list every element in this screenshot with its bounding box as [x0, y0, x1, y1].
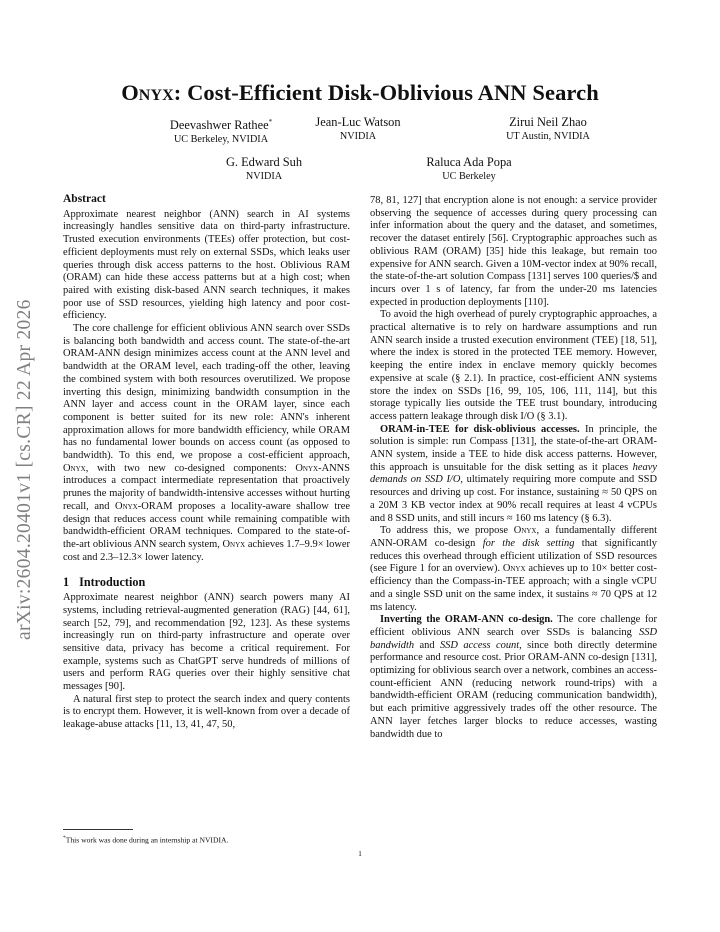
author-footnote-mark: *	[268, 118, 273, 126]
left-column	[63, 193, 350, 732]
abstract-heading: Abstract	[63, 193, 106, 205]
footnote-text: This work was done during an internship at NVIDIA.	[65, 835, 229, 845]
section-title: Introduction	[79, 575, 146, 590]
arxiv-identifier: arXiv:2604.20401v1 [cs.CR] 22 Apr 2026	[14, 299, 35, 640]
footnote	[63, 834, 228, 845]
author-affiliation: NVIDIA	[245, 171, 283, 182]
author-3	[438, 115, 658, 143]
author-4	[154, 155, 374, 183]
right-paragraph-2: To avoid the high overhead of purely cryptographic approaches, a practical alternative is to rely on hardware assumptions and run ANN search inside a trusted execution environment (TEE) [18, 51], where the index is stored in the protected TEE memory. However, keeping the entire index in enclave memory quickly becomes expensive at scale (§ 2.1). In practice, cost-efficient ANN systems store the index on SSDs [16, 99, 105, 106, 111, 114], but this storage typically lies outside the TEE trust boundary, introducing access pattern leakage through disk I/O (§ 3.1).	[370, 309, 657, 422]
author-5	[359, 155, 579, 183]
intro-paragraph-2: A natural first step to protect the search index and query contents is to encrypt them. However, it is well-known from over a decade of leakage-abuse attacks [11, 13, 41, 47, 50,	[63, 693, 350, 731]
right-paragraph-1: 78, 81, 127] that encryption alone is not enough: a service provider observing the sequence of accesses during query processing can infer information about the query and the dataset, and sometimes, recover the dataset entirely [56]. Cryptographic approaches such as oblivious RAM (ORAM) [35] hide this leakage, but remain too expensive for ANN search. Given a 10M-vector index at 90% recall, the state-of-the-art solution Compass [131] serves 100 queries/$ and incurs over 1 s of latency, far from the under-20 ms latencies expected in production deployments [110].	[370, 195, 657, 308]
author-2	[248, 115, 468, 143]
author-name: Deevashwer Rathee	[169, 118, 269, 133]
abstract-paragraph-1: Approximate nearest neighbor (ANN) search in AI systems increasingly handles sensitive data on third-party infrastructure. Trusted execution environments (TEEs) offer protection, but cost-efficient deployments must rely on external SSDs, which leaks user queries through disk access patterns to the host. Oblivious RAM (ORAM) can hide these access patterns but at a high cost; when paired with existing disk-based ANN search techniques, it makes poor use of SSD resources, yielding high latency and poor cost-efficiency.	[63, 208, 350, 322]
paper-title	[0, 80, 720, 106]
author-name: Raluca Ada Popa	[426, 155, 512, 169]
right-paragraph-3: ORAM-in-TEE for disk-oblivious accesses. In principle, the solution is simple: run Compass [131], the state-of-the-art ORAM-ANN system, inside a TEE to hide disk access patterns. However, this approach is unsuitable for the disk setting as it places heavy demands on SSD I/O, ultimately requiring more compute and SSD resources and driving up cost. For instance, sustaining ≈ 50 QPS on a 20M 3 KB vector index at 90% recall requires at least 4 vCPUs and 8 SSD units, and still incurs ≈ 160 ms latency (§ 6.3).	[370, 423, 657, 524]
system-name: Onyx	[121, 80, 174, 105]
introduction-heading	[63, 576, 350, 589]
author-name: Jean-Luc Watson	[315, 115, 401, 129]
footnote-mark: *	[63, 835, 66, 841]
page-number: 1	[358, 849, 362, 858]
title-text: : Cost-Efficient Disk-Oblivious ANN Search	[173, 80, 599, 105]
abstract-paragraph-2: The core challenge for efficient oblivious ANN search over SSDs is balancing both bandwidth and access count. The state-of-the-art ORAM-ANN design minimizes access count at the ANN level and bandwidth at the ORAM level, each trading-off the other, leaving the combined system with both resources overutilized. We propose inverting this design, minimizing bandwidth consumption in the ANN layer and access count in the ORAM layer, since each component is better suited for its new role: ANN's inherent approximation allows for more bandwidth efficiency, while ORAM has no fundamental lower bounds on access count (as opposed to bandwidth). To this end, we propose a cost-efficient approach, Onyx, with two new co-designed components: Onyx-ANNS introduces a compact intermediate representation that proactively prunes the majority of bandwidth-intensive accesses without hurting recall, and Onyx-ORAM proposes a locality-aware shallow tree design that reduces access count while remaining compatible with bandwidth-efficient ORAM techniques. Compared to the state-of-the-art oblivious ANN search system, Onyx achieves 1.7–9.9× lower cost and 2.3–12.3× lower latency.	[63, 323, 350, 563]
author-affiliation: NVIDIA	[339, 131, 377, 142]
right-paragraph-5: Inverting the ORAM-ANN co-design. The core challenge for efficient oblivious ANN search over SSDs is balancing SSD bandwidth and SSD access count, since both directly determine performance and resource cost. Prior ORAM-ANN co-design [131], optimizing for oblivious search over a network, combines an access-count-efficient ANN (reducing network round-trips) with a bandwidth-efficient ORAM (reducing communication bandwidth), but each primitive aggressively trades off the other resource. The ANN layer fetches larger blocks to reduce accesses, wasting bandwidth due to	[370, 614, 657, 740]
author-affiliation: UT Austin, NVIDIA	[506, 131, 590, 142]
author-affiliation: UC Berkeley	[442, 171, 496, 182]
section-number: 1	[63, 575, 70, 590]
footnote-divider	[63, 829, 133, 830]
author-name: Zirui Neil Zhao	[509, 115, 587, 129]
author-name: G. Edward Suh	[225, 155, 303, 169]
right-column	[370, 195, 657, 741]
author-affiliation: UC Berkeley, NVIDIA	[173, 134, 269, 146]
right-paragraph-4: To address this, we propose Onyx, a fundamentally different ANN-ORAM co-design for the disk setting that significantly reduces this overhead through efficient utilization of SSD resources (see Figure 1 for an overview). Onyx achieves up to 10× better cost-efficiency than the Compass-in-TEE approach; with a single vCPU and a single SSD unit on the same index, it sustains ≈ 70 QPS at 12 ms latency.	[370, 525, 658, 613]
intro-paragraph-1: Approximate nearest neighbor (ANN) search powers many AI systems, including retrieval-augmented generation (RAG) [44, 61], search [52, 79], and recommendation [92, 123]. As these systems increasingly run on third-party infrastructure and operate over sensitive data, privacy has become a critical requirement. For example, systems such as ChatGPT serve hundreds of millions of users and perform RAG queries over their highly sensitive chat messages [90].	[63, 592, 350, 693]
